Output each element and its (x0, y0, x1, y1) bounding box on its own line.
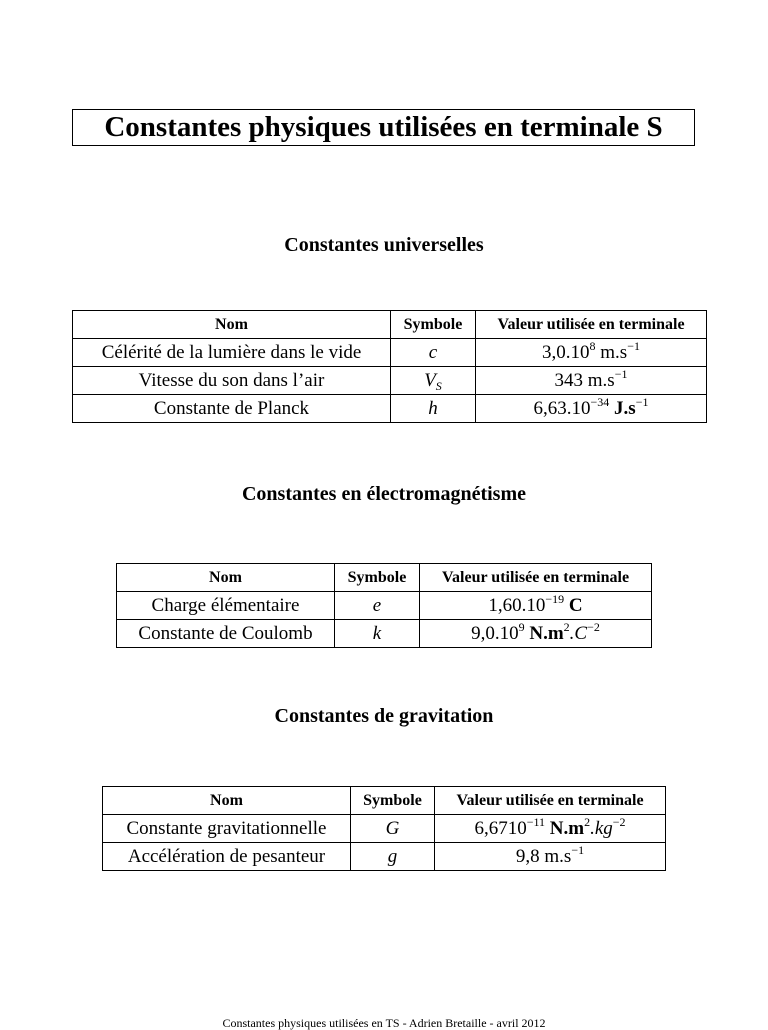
cell-nom: Vitesse du son dans l’air (73, 367, 391, 395)
cell-valeur: $6,6710^{-11}$ $N.m^2.kg^{-2}$ (435, 815, 666, 843)
cell-nom: Accélération de pesanteur (103, 843, 351, 871)
header-valeur: Valeur utilisée en terminale (476, 311, 707, 339)
header-symbole: Symbole (351, 787, 435, 815)
table-header-row (73, 311, 707, 339)
header-valeur: Valeur utilisée en terminale (435, 787, 666, 815)
cell-symbole: k (335, 620, 420, 648)
cell-symbole: g (351, 843, 435, 871)
page-footer: Constantes physiques utilisées en TS - Adrien Bretaille - avril 2012 (222, 1016, 546, 1030)
table-electromagnetisme (116, 563, 652, 648)
cell-valeur: 9,0.10$^9$ $N.m^2.C^{-2}$ (420, 620, 652, 648)
cell-symbole: $V_S$ (391, 367, 476, 395)
cell-nom: Constante de Planck (73, 395, 391, 423)
cell-nom: Constante gravitationnelle (103, 815, 351, 843)
cell-valeur: $1,60.10^{-19}$ C (420, 592, 652, 620)
header-valeur: Valeur utilisée en terminale (420, 564, 652, 592)
table-row (103, 815, 666, 843)
cell-nom: Charge élémentaire (117, 592, 335, 620)
cell-valeur: $6,63.10^{-34}$ $J.s^{-1}$ (476, 395, 707, 423)
table-row (103, 843, 666, 871)
cell-symbole: G (351, 815, 435, 843)
header-symbole: Symbole (335, 564, 420, 592)
header-nom: Nom (73, 311, 391, 339)
table-gravitation (102, 786, 666, 871)
table-row (117, 620, 652, 648)
table-row (73, 395, 707, 423)
table-universelles (72, 310, 707, 423)
cell-symbole: e (335, 592, 420, 620)
header-nom: Nom (103, 787, 351, 815)
header-symbole: Symbole (391, 311, 476, 339)
cell-symbole: c (391, 339, 476, 367)
cell-nom: Célérité de la lumière dans le vide (73, 339, 391, 367)
header-nom: Nom (117, 564, 335, 592)
section-title-gravitation: Constantes de gravitation (274, 705, 494, 727)
cell-symbole: h (391, 395, 476, 423)
table-row (73, 339, 707, 367)
page-title: Constantes physiques utilisées en terminale S (72, 109, 695, 146)
cell-valeur: 3,0.10$^8$ $m.s^{-1}$ (476, 339, 707, 367)
cell-nom: Constante de Coulomb (117, 620, 335, 648)
table-header-row (117, 564, 652, 592)
cell-valeur: 343 $m.s^{-1}$ (476, 367, 707, 395)
table-header-row (103, 787, 666, 815)
section-title-electromagnetisme: Constantes en électromagnétisme (241, 483, 526, 505)
table-row (117, 592, 652, 620)
section-title-universelles: Constantes universelles (284, 234, 484, 256)
table-row (73, 367, 707, 395)
cell-valeur: 9,8 $m.s^{-1}$ (435, 843, 666, 871)
